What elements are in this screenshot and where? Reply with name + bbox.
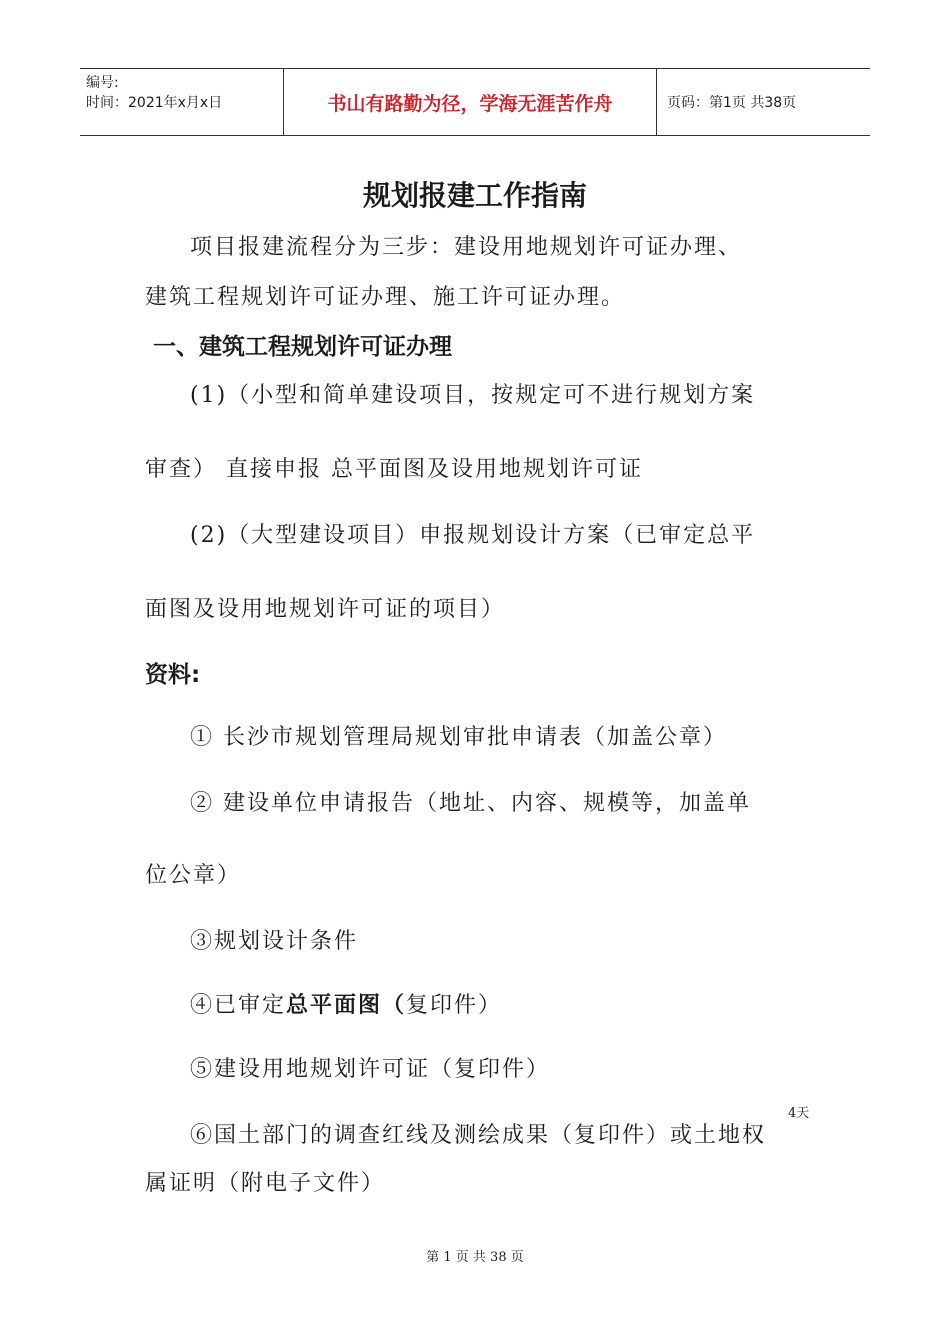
page-header [80, 68, 870, 136]
document-title: 规划报建工作指南 [362, 179, 587, 212]
header-page-info: 页码：第1页 共38页 [667, 95, 797, 111]
materials-heading: 资料: [145, 662, 201, 688]
item2-line-1: (2)（大型建设项目）申报规划设计方案（已审定总平 [190, 523, 756, 548]
material-2-line-2: 位公章） [145, 863, 242, 888]
material-1: ① 长沙市规划管理局规划审批申请表（加盖公章） [190, 725, 727, 750]
intro-line-1: 项目报建流程分为三步：建设用地规划许可证办理、 [190, 235, 743, 260]
header-meta [80, 69, 283, 135]
material-4 [190, 988, 502, 1019]
time-label: 时间：2021年x月x日 [86, 95, 223, 111]
material-5: ⑤建设用地规划许可证（复印件） [190, 1057, 551, 1082]
material-4-bold: 总平面图（ [286, 993, 407, 1018]
material-3: ③规划设计条件 [190, 929, 359, 954]
material-4-suffix: 复印件） [406, 993, 503, 1018]
item2-line-2: 面图及设用地规划许可证的项目） [145, 597, 506, 622]
material-6-line-2: 属证明（附电子文件） [145, 1171, 386, 1196]
material-2-line-1: ② 建设单位申请报告（地址、内容、规模等，加盖单 [190, 791, 751, 816]
number-label: 编号: [86, 75, 119, 91]
item1-line-2: 审查） 直接申报 总平面图及设用地规划许可证 [145, 457, 643, 482]
section-heading: 一、建筑工程规划许可证办理 [153, 334, 452, 360]
intro-line-2: 建筑工程规划许可证办理、施工许可证办理。 [145, 285, 626, 310]
page-footer: 第 1 页 共 38 页 [426, 1250, 524, 1265]
material-6-line-1: ⑥国土部门的调查红线及测绘成果（复印件）或土地权 [190, 1123, 767, 1148]
material-6-note: 4天 [788, 1106, 810, 1121]
item1-line-1: (1)（小型和简单建设项目，按规定可不进行规划方案 [190, 383, 756, 408]
header-motto: 书山有路勤为径，学海无涯苦作舟 [283, 69, 657, 135]
material-4-prefix: ④已审定 [190, 993, 287, 1018]
